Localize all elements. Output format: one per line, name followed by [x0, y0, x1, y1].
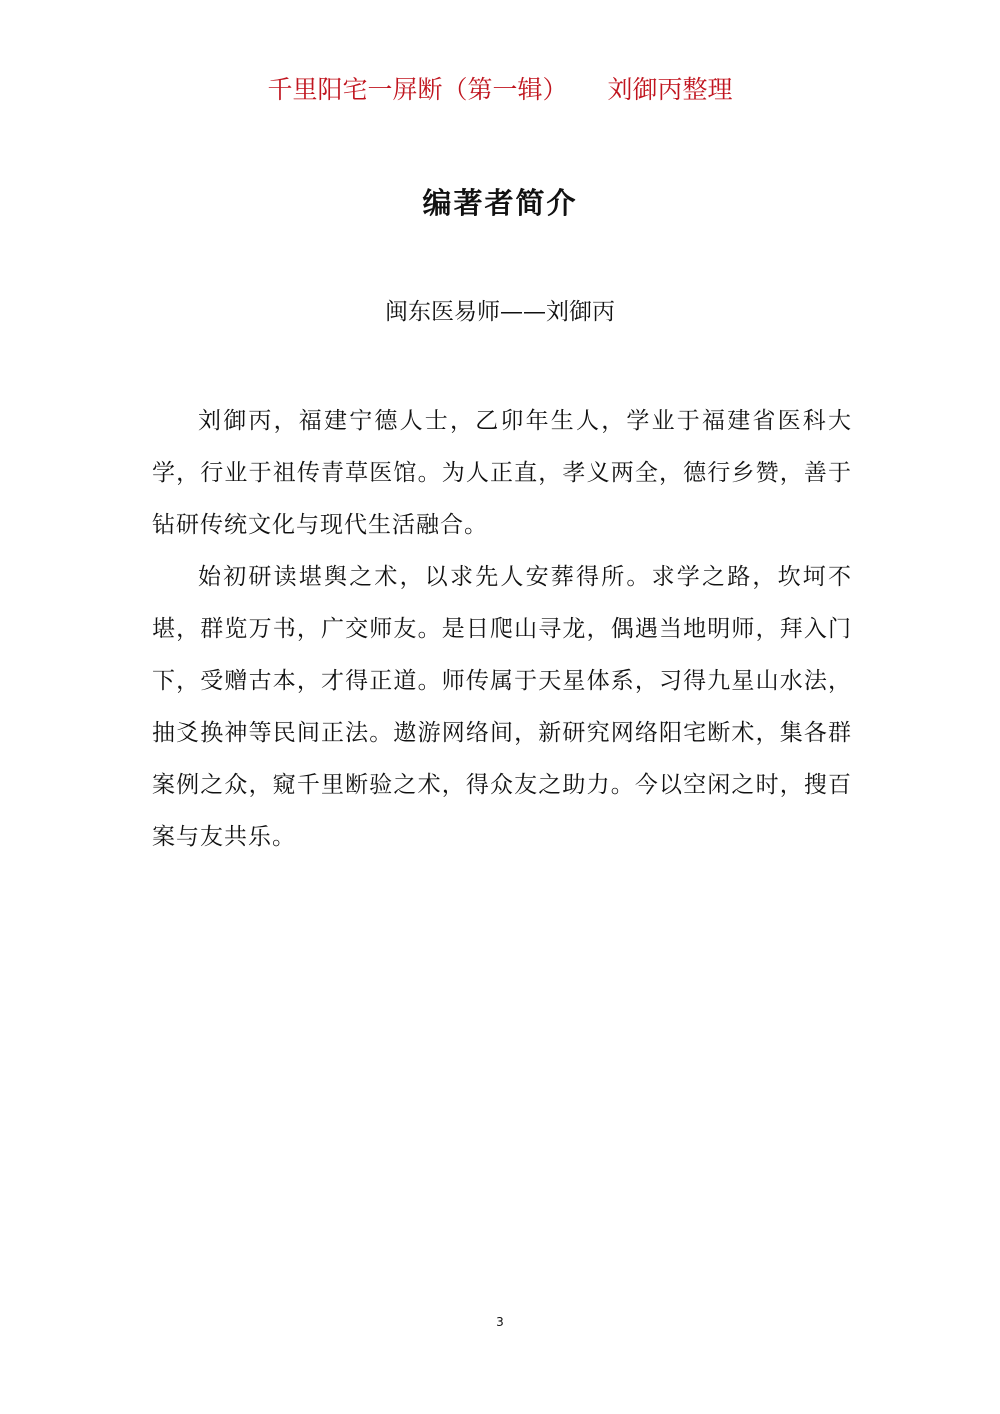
book-title: 千里阳宅一屏断（第一辑） [267, 75, 568, 104]
section-title: 编著者简介 [422, 186, 578, 220]
compiler-credit: 刘御丙整理 [607, 75, 733, 104]
page-number: 3 [496, 1315, 504, 1329]
body-text [152, 395, 852, 863]
paragraph: 始初研读堪舆之术，以求先人安葬得所。求学之路，坎坷不堪，群览万书，广交师友。是日爬山寻龙，偶遇当地明师，拜入门下，受赠古本，才得正道。师传属于天星体系，习得九星山水法，抽爻换神等民间正法。遨游网络间，新研究网络阳宅断术，集各群案例之众，窥千里断验之术，得众友之助力。今以空闲之时，搜百案与友共乐。 [152, 564, 852, 850]
paragraph: 刘御丙，福建宁德人士，乙卯年生人，学业于福建省医科大学，行业于祖传青草医馆。为人正直，孝义两全，德行乡赞，善于钻研传统文化与现代生活融合。 [152, 408, 852, 538]
author-line: 闽东医易师——刘御丙 [385, 299, 615, 325]
running-header [0, 72, 1000, 108]
